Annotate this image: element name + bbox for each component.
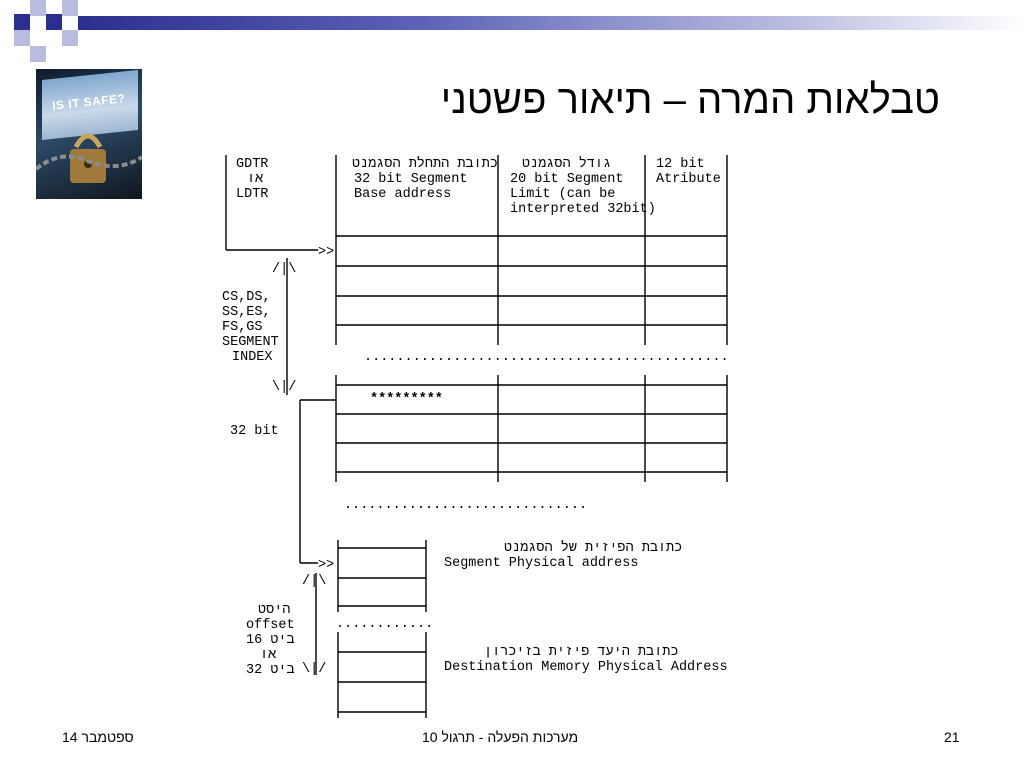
photo-caption: IS IT SAFE? xyxy=(51,91,127,113)
segment-base-arrow: >> xyxy=(318,558,335,573)
col2-header-line2: 20 bit Segment xyxy=(510,172,624,187)
seg-reg-line5: INDEX xyxy=(232,350,273,365)
gdtr-label: GDTR xyxy=(236,157,269,172)
footer-date: ספטמבר 14 xyxy=(62,729,134,745)
offset-brace-top: /|\ xyxy=(302,574,327,589)
slide-title: טבלאות המרה – תיאור פשטני xyxy=(440,78,940,122)
gdtr-arrow: >> xyxy=(318,245,335,260)
col3-header-line1: 12 bit xyxy=(656,157,705,172)
segment-physical-label-he: כתובת הפיזית של הסגמנט xyxy=(504,541,683,556)
col1-header-line3: Base address xyxy=(354,187,452,202)
offset-brace-bottom: \|/ xyxy=(302,662,327,677)
footer-page-number: 21 xyxy=(944,729,960,745)
offset-16bit: 16 ביט xyxy=(246,633,295,648)
col2-header-line3: Limit (can be xyxy=(510,187,616,202)
col3-header-line2: Atribute xyxy=(656,172,721,187)
selected-descriptor-stars: ********* xyxy=(370,392,443,407)
col2-header-line4: interpreted 32bit) xyxy=(510,202,656,217)
index-brace-bottom: \|/ xyxy=(272,380,297,395)
destination-physical-label-en: Destination Memory Physical Address xyxy=(444,660,728,675)
memory-gap-dots: ............ xyxy=(336,617,434,632)
offset-label-he: היסט xyxy=(258,603,291,618)
offset-32bit: 32 ביט xyxy=(246,663,295,678)
table-continuation-dots: ............................................. xyxy=(364,350,729,365)
footer-course: מערכות הפעלה - תרגול 10 xyxy=(422,729,579,745)
table-end-dots: .............................. xyxy=(344,498,588,513)
or-label: או xyxy=(247,172,264,187)
index-brace-top: /|\ xyxy=(272,262,297,277)
col2-header-line1: גודל הסגמנט xyxy=(522,157,612,172)
col1-header-line1: כתובת התחלת הסגמנט xyxy=(352,157,498,172)
ldtr-label: LDTR xyxy=(236,187,269,202)
seg-reg-line1: CS,DS, xyxy=(222,290,271,305)
destination-physical-label-he: כתובת היעד פיזית בזיכרון xyxy=(484,645,679,660)
offset-label-en: offset xyxy=(246,618,295,633)
seg-reg-line3: FS,GS xyxy=(222,320,263,335)
segment-physical-label-en: Segment Physical address xyxy=(444,556,639,571)
offset-or: או xyxy=(260,648,277,663)
seg-reg-line4: SEGMENT xyxy=(222,335,279,350)
seg-reg-line2: SS,ES, xyxy=(222,305,271,320)
width-label: 32 bit xyxy=(230,424,279,439)
col1-header-line2: 32 bit Segment xyxy=(354,172,468,187)
